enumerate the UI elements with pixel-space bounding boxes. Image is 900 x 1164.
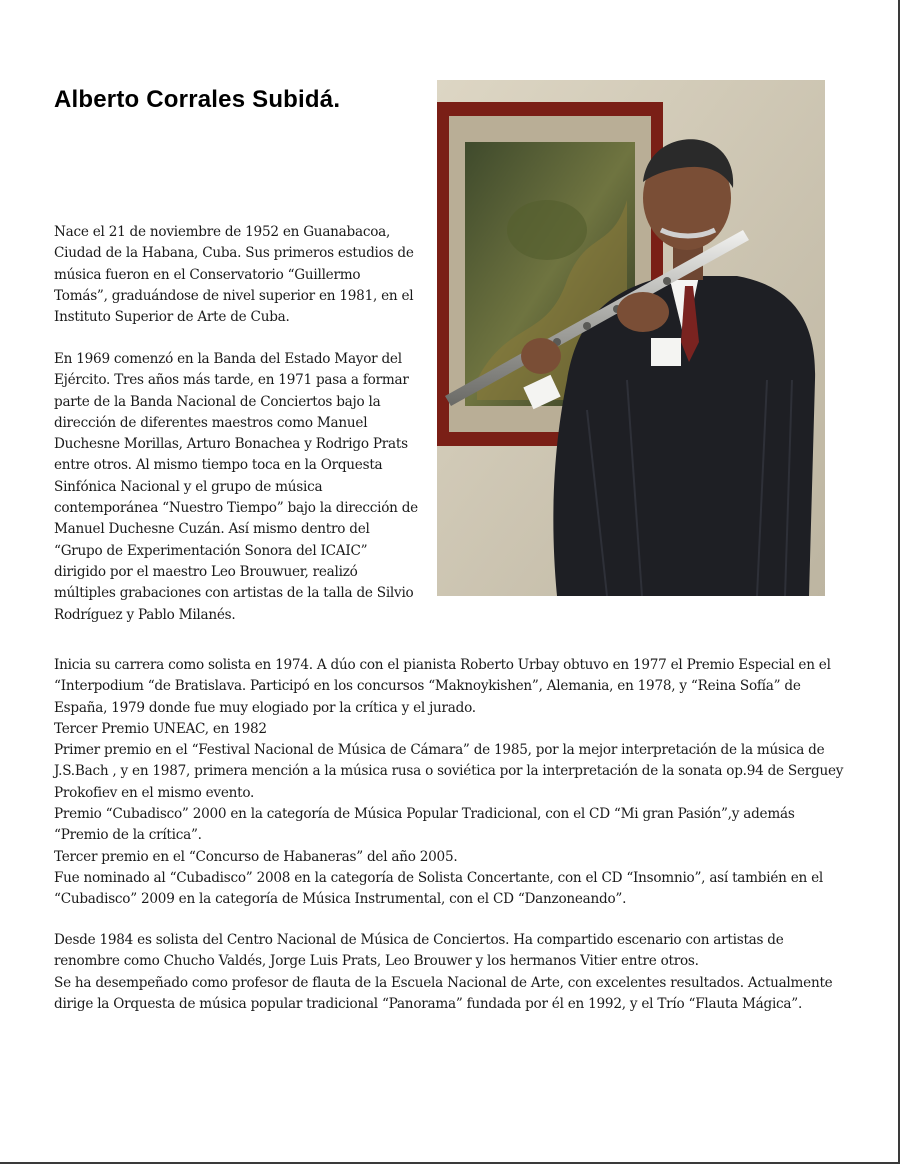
teaching-line: Se ha desempeñado como profesor de flauta de la Escuela Nacional de Arte, con excelentes resultados. Actualmente dirige la Orquesta de música popular tradicional “Panorama” fundada por él en 1992, y el Trío “Flauta Mágica”. (54, 974, 833, 1012)
uneac-award-line: Tercer Premio UNEAC, en 1982 (54, 720, 267, 737)
habaneras-award-line: Tercer premio en el “Concurso de Habaneras” del año 2005. (54, 848, 458, 865)
intro-paragraph-birth: Nace el 21 de noviembre de 1952 en Guanabacoa, Ciudad de la Habana, Cuba. Sus primeros estudios de música fueron en el Conservatorio “Guillermo Tomás”, graduándose de nivel superior en 1981, en el Instituto Superior de Arte de Cuba. (54, 224, 414, 326)
cubadisco-2000-line: Premio “Cubadisco” 2000 en la categoría de Música Popular Tradicional, con el CD “Mi gran Pasión”,y además “Premio de la crítica”. (54, 806, 795, 844)
career-awards-section (54, 655, 844, 911)
closing-section (54, 930, 844, 1015)
chamber-music-award-line: Primer premio en el “Festival Nacional de Música de Cámara” de 1985, por la mejor interpretación de la música de J.S.Bach , y en 1987, primera mención a la música rusa o soviética por la interpretación de la sonata op.94 de Serguey Prokofiev en el mismo evento. (54, 742, 844, 801)
cubadisco-nomination-line: Fue nominado al “Cubadisco” 2008 en la categoría de Solista Concertante, con el CD “Insomnio”, así también en el “Cubadisco” 2009 en la categoría de Música Instrumental, con el CD “Danzoneando”. (54, 869, 823, 908)
portrait-photo (437, 80, 825, 596)
flutist-illustration (437, 80, 825, 596)
career-start-line: Inicia su carrera como solista en 1974. A dúo con el pianista Roberto Urbay obtuvo en 1977 el Premio Especial en el “Interpodium “de Bratislava. Participó en los concursos “Maknoykishen”, Alemania, en 1978, y “Reina Sofía” de España, 1979 donde fue muy elogiado por la crítica y el jurado. (54, 657, 831, 716)
soloist-line: Desde 1984 es solista del Centro Nacional de Música de Conciertos. Ha compartido escenario con artistas de renombre como Chucho Valdés, Jorge Luis Prats, Leo Brouwer y los hermanos Vitier entre otros. (54, 932, 784, 970)
page-title: Alberto Corrales Subidá. (54, 86, 341, 113)
intro-paragraph-early-career: En 1969 comenzó en la Banda del Estado Mayor del Ejército. Tres años más tarde, en 1971 pasa a formar parte de la Banda Nacional de Conciertos bajo la dirección de diferentes maestros como Manuel Duchesne Morillas, Arturo Bonachea y Rodrigo Prats entre otros. Al mismo tiempo toca en la Orquesta Sinfónica Nacional y el grupo de música contemporánea “Nuestro Tiempo” bajo la dirección de Manuel Duchesne Cuzán. Así mismo dentro del “Grupo de Experimentación Sonora del ICAIC” dirigido por el maestro Leo Brouwuer, realizó múltiples grabaciones con artistas de la talla de Silvio Rodríguez y Pablo Milanés. (54, 351, 418, 623)
